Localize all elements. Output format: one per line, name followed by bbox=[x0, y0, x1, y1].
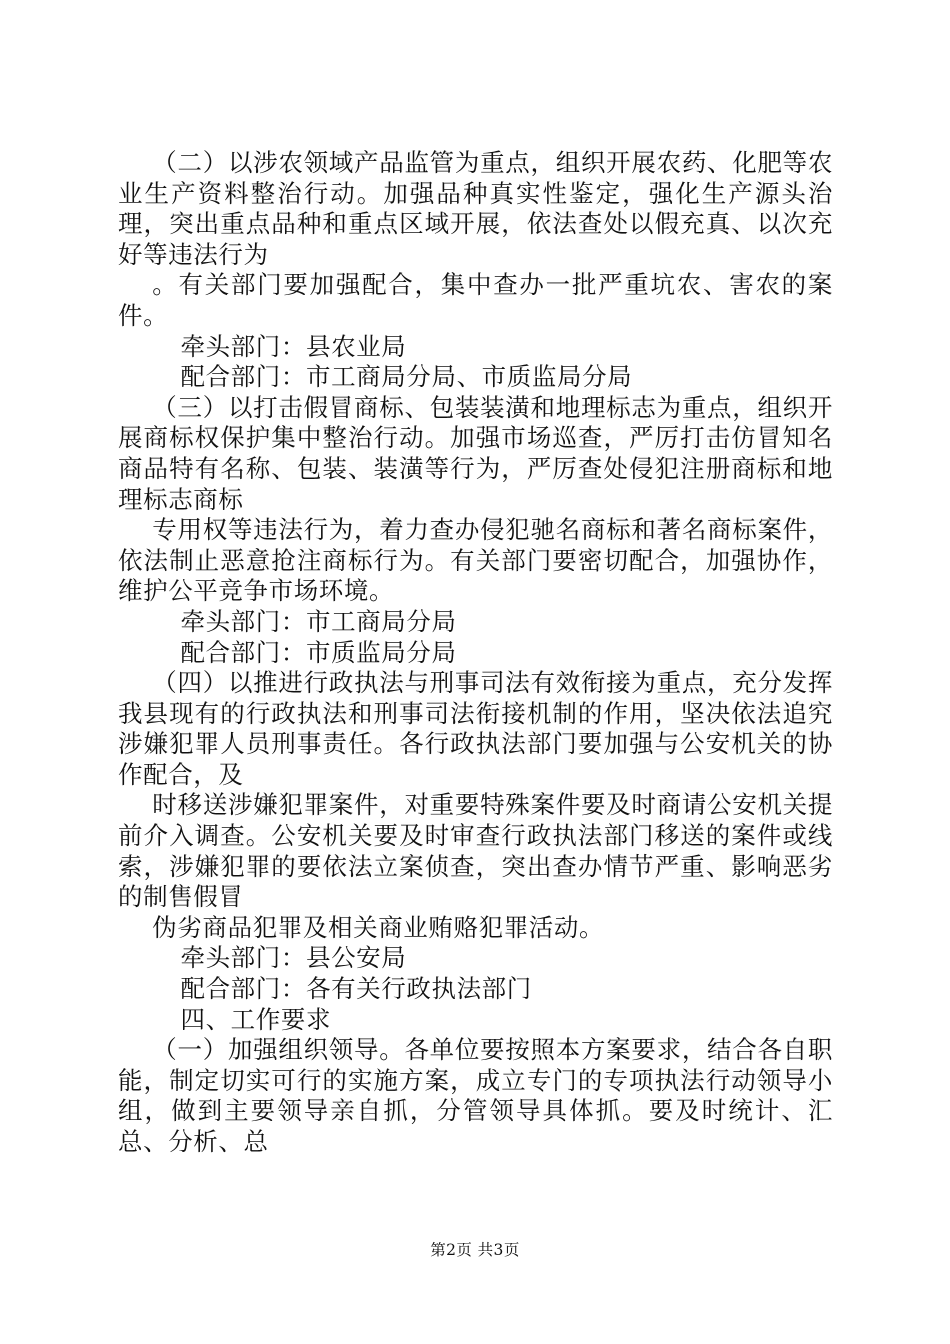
section-heading: 四、工作要求 bbox=[180, 1004, 332, 1034]
paragraph-continuation: 时移送涉嫌犯罪案件，对重要特殊案件要及时商请公安机关提前介入调查。公安机关要及时审查行政执法部门移送的案件或线索，涉嫌犯罪的要依法立案侦查，突出查办情节严重、影响恶劣的制售假冒 bbox=[118, 790, 833, 912]
page-footer bbox=[0, 1238, 950, 1260]
paragraph-continuation: 伪劣商品犯罪及相关商业贿赂犯罪活动。 bbox=[152, 912, 605, 942]
paragraph-continuation: 专用权等违法行为，着力查办侵犯驰名商标和著名商标案件，依法制止恶意抢注商标行为。有关部门要密切配合，加强协作，维护公平竞争市场环境。 bbox=[118, 515, 833, 606]
lead-department: 牵头部门：市工商局分局 bbox=[180, 606, 457, 636]
cooperating-departments: 配合部门：市质监局分局 bbox=[180, 637, 457, 667]
lead-department: 牵头部门：县农业局 bbox=[180, 331, 407, 361]
document-body bbox=[118, 148, 833, 1158]
paragraph-continuation: 。有关部门要加强配合，集中查办一批严重坑农、害农的案件。 bbox=[118, 270, 833, 330]
paragraph-item-2: （二）以涉农领域产品监管为重点，组织开展农药、化肥等农业生产资料整治行动。加强品种真实性鉴定，强化生产源头治理，突出重点品种和重点区域开展，依法查处以假充真、以次充好等违法行为 bbox=[118, 148, 833, 269]
lead-department: 牵头部门：县公安局 bbox=[180, 943, 407, 973]
paragraph-requirement-1: （一）加强组织领导。各单位要按照本方案要求，结合各自职能，制定切实可行的实施方案，成立专门的专项执法行动领导小组，做到主要领导亲自抓，分管领导具体抓。要及时统计、汇总、分析、总 bbox=[118, 1035, 833, 1156]
page-number-label: 第2页 共3页 bbox=[430, 1241, 520, 1259]
cooperating-departments: 配合部门：市工商局分局、市质监局分局 bbox=[180, 362, 633, 392]
paragraph-item-3: （三）以打击假冒商标、包装装潢和地理标志为重点，组织开展商标权保护集中整治行动。加强市场巡查，严厉打击仿冒知名商品特有名称、包装、装潢等行为，严厉查处侵犯注册商标和地理标志商标 bbox=[118, 392, 833, 514]
cooperating-departments: 配合部门：各有关行政执法部门 bbox=[180, 974, 532, 1004]
paragraph-item-4: （四）以推进行政执法与刑事司法有效衔接为重点，充分发挥我县现有的行政执法和刑事司法衔接机制的作用，坚决依法追究涉嫌犯罪人员刑事责任。各行政执法部门要加强与公安机关的协作配合，及 bbox=[118, 668, 833, 789]
